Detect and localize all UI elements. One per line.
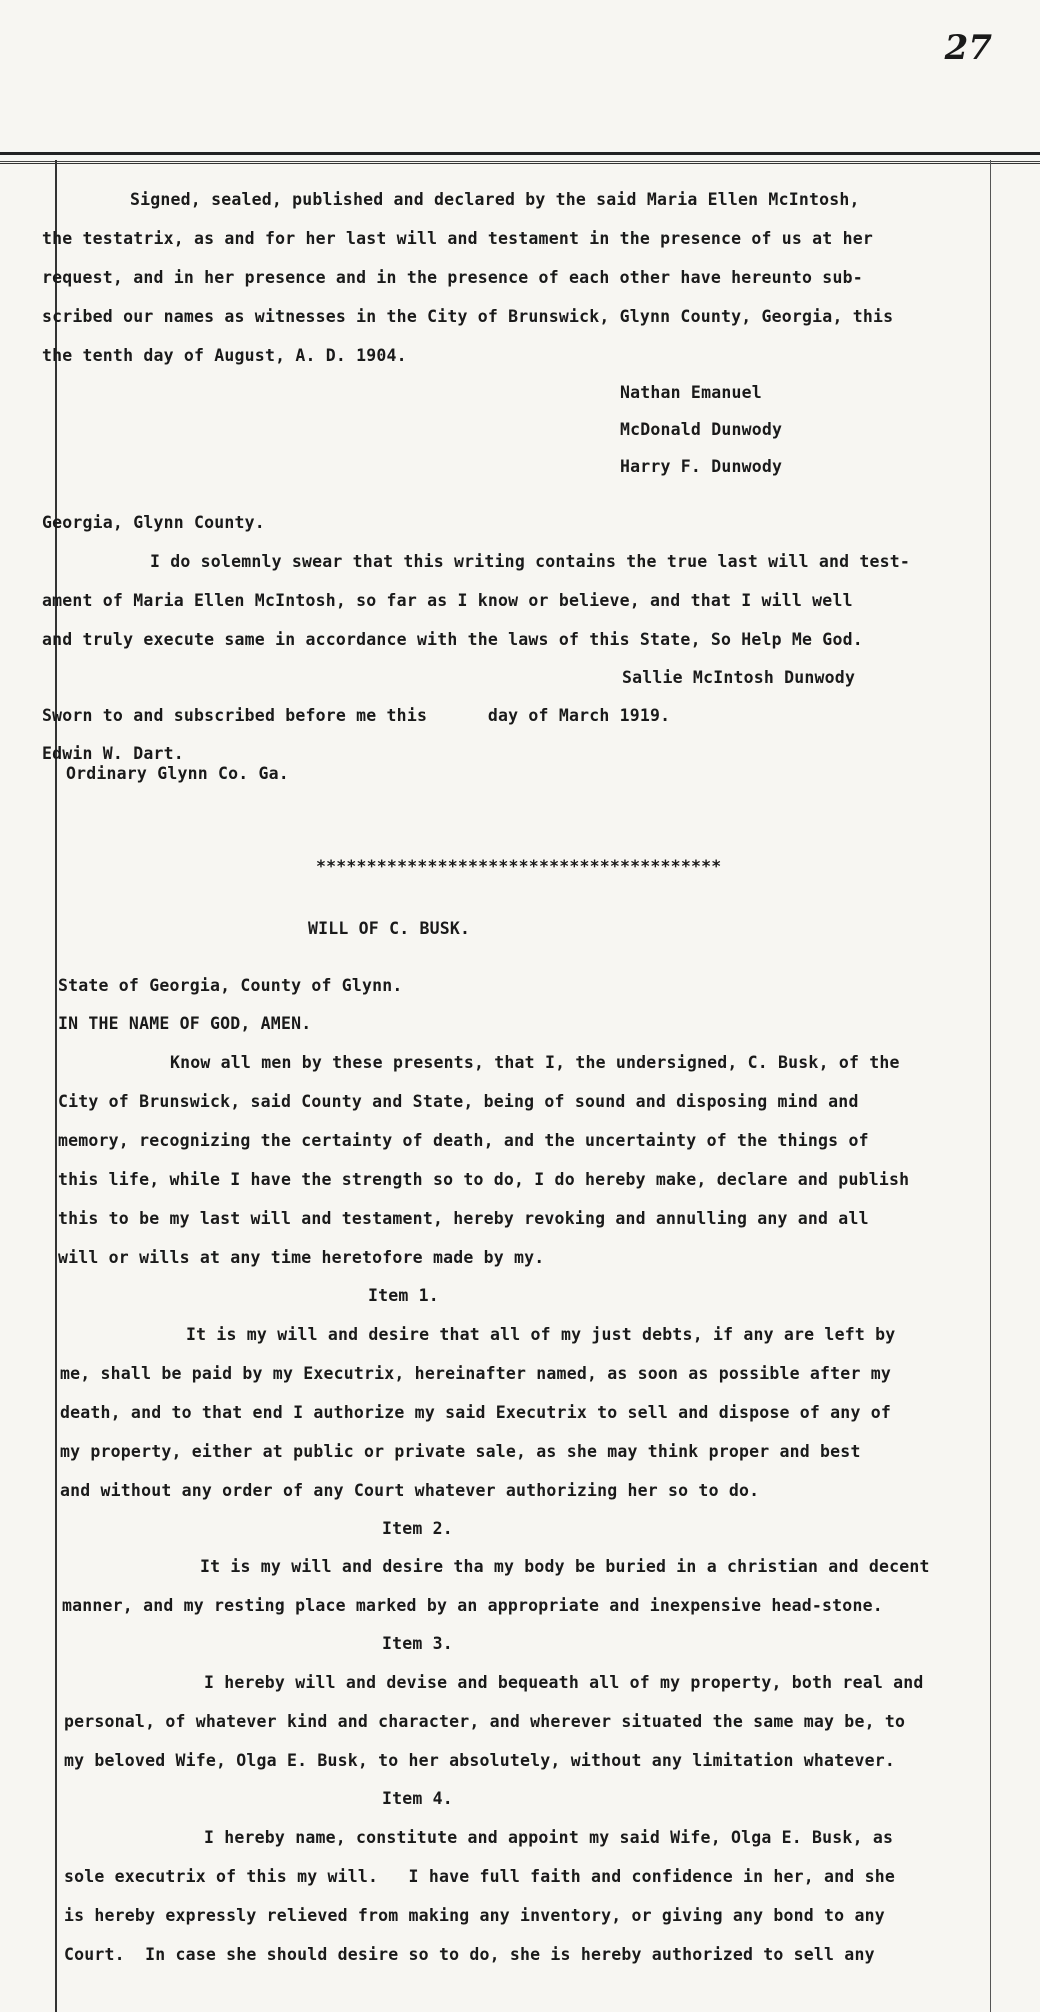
text-line: I hereby name, constitute and appoint my said Wife, Olga E. Busk, as	[204, 1828, 894, 1847]
text-line: my beloved Wife, Olga E. Busk, to her absolutely, without any limitation whatever.	[64, 1751, 895, 1770]
text-line: is hereby expressly relieved from making any inventory, or giving any bond to any	[64, 1906, 885, 1925]
text-line: my property, either at public or private sale, as she may think proper and best	[60, 1442, 861, 1461]
text-line: It is my will and desire that all of my just debts, if any are left by	[186, 1325, 896, 1344]
text-line: Item 2.	[382, 1519, 453, 1538]
text-line: WILL OF C. BUSK.	[308, 919, 471, 938]
text-line: Ordinary Glynn Co. Ga.	[66, 764, 289, 783]
text-line: will or wills at any time heretofore made by my.	[58, 1248, 545, 1267]
text-line: Signed, sealed, published and declared by the said Maria Ellen McIntosh,	[130, 190, 860, 209]
text-line: me, shall be paid by my Executrix, hereinafter named, as soon as possible after my	[60, 1364, 891, 1383]
text-line: the testatrix, as and for her last will and testament in the presence of us at her	[42, 229, 873, 248]
text-line: It is my will and desire tha my body be buried in a christian and decent	[200, 1557, 930, 1576]
header-rule	[0, 152, 1040, 162]
page-number: 27	[944, 28, 992, 68]
text-line: Item 4.	[382, 1789, 453, 1808]
right-margin-line	[990, 160, 991, 2012]
text-line: I hereby will and devise and bequeath all of my property, both real and	[204, 1673, 924, 1692]
left-margin-line	[55, 160, 57, 2012]
text-line: personal, of whatever kind and character, and wherever situated the same may be, to	[64, 1712, 906, 1731]
text-line: manner, and my resting place marked by an appropriate and inexpensive head-stone.	[62, 1596, 883, 1615]
text-line: death, and to that end I authorize my said Executrix to sell and dispose of any of	[60, 1403, 891, 1422]
text-line: McDonald Dunwody	[620, 420, 783, 439]
text-line: ****************************************	[316, 857, 722, 876]
text-line: scribed our names as witnesses in the City of Brunswick, Glynn County, Georgia, this	[42, 307, 894, 326]
text-line: this to be my last will and testament, hereby revoking and annulling any and all	[58, 1209, 869, 1228]
text-line: Item 3.	[382, 1634, 453, 1653]
text-line: City of Brunswick, said County and State, being of sound and disposing mind and	[58, 1092, 859, 1111]
text-line: IN THE NAME OF GOD, AMEN.	[58, 1014, 312, 1033]
text-line: Know all men by these presents, that I, the undersigned, C. Busk, of the	[170, 1053, 900, 1072]
text-line: Sworn to and subscribed before me this day of March 1919.	[42, 706, 671, 725]
text-line: and without any order of any Court whatever authorizing her so to do.	[60, 1481, 760, 1500]
text-line: Nathan Emanuel	[620, 383, 762, 402]
text-line: Harry F. Dunwody	[620, 457, 783, 476]
text-line: this life, while I have the strength so to do, I do hereby make, declare and publish	[58, 1170, 910, 1189]
text-line: the tenth day of August, A. D. 1904.	[42, 346, 407, 365]
text-line: sole executrix of this my will. I have full faith and confidence in her, and she	[64, 1867, 895, 1886]
text-line: Court. In case she should desire so to do, she is hereby authorized to sell any	[64, 1945, 875, 1964]
text-line: memory, recognizing the certainty of death, and the uncertainty of the things of	[58, 1131, 869, 1150]
text-line: Item 1.	[368, 1286, 439, 1305]
header-rule-thin	[0, 163, 1040, 164]
text-line: State of Georgia, County of Glynn.	[58, 976, 403, 995]
text-line: request, and in her presence and in the presence of each other have hereunto sub-	[42, 268, 863, 287]
text-line: Georgia, Glynn County.	[42, 513, 265, 532]
text-line: Edwin W. Dart.	[42, 744, 184, 763]
text-line: ament of Maria Ellen McIntosh, so far as I know or believe, and that I will well	[42, 591, 853, 610]
text-line: and truly execute same in accordance with the laws of this State, So Help Me God.	[42, 630, 863, 649]
text-line: Sallie McIntosh Dunwody	[622, 668, 856, 687]
text-line: I do solemnly swear that this writing contains the true last will and test-	[150, 552, 911, 571]
